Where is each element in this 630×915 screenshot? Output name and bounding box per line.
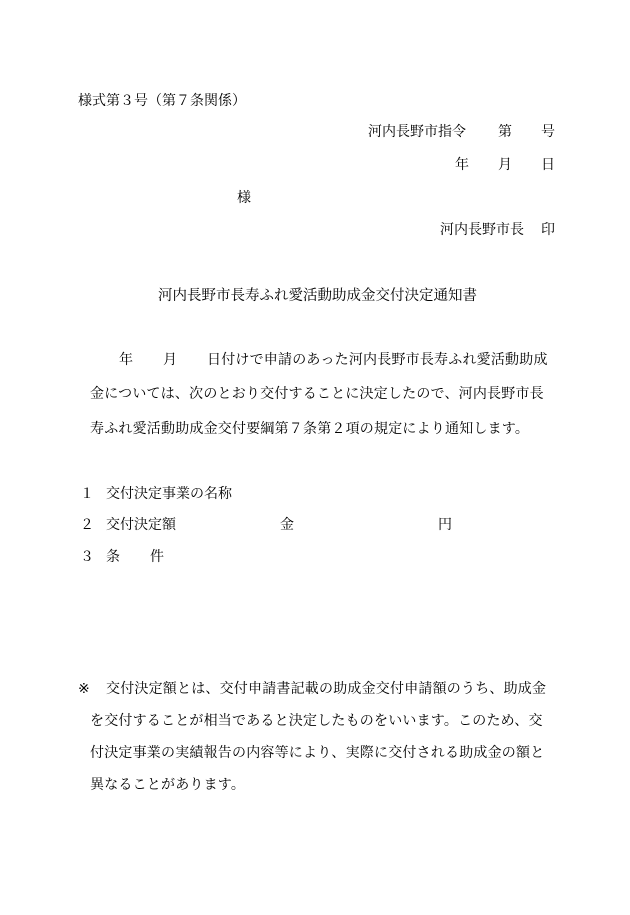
note-line-3: 付決定事業の実績報告の内容等により、実際に交付される助成金の額と [90,745,545,761]
item-2-number: ２ [80,517,94,533]
document-title: 河内長野市長寿ふれ愛活動助成金交付決定通知書 [158,288,477,304]
body-line-1: 日付けで申請のあった河内長野市長寿ふれ愛活動助成 [207,352,548,368]
designation-prefix: 河内長野市指令 [368,124,466,140]
designation-dai: 第 [498,124,512,140]
item-1-label: 交付決定事業の名称 [106,486,232,502]
item-3-label-part2: 件 [150,549,164,565]
item-2-amount-unit: 円 [438,517,452,533]
body-line-3: 寿ふれ愛活動助成金交付要綱第７条第２項の規定により通知します。 [90,421,530,437]
item-3-number: ３ [80,549,94,565]
header-date-year: 年 [455,157,469,173]
item-1-number: １ [80,486,94,502]
note-mark: ※ [78,681,90,697]
designation-go: 号 [541,124,555,140]
item-3-label-part1: 条 [106,549,120,565]
note-line-4: 異なることがあります。 [90,777,246,793]
body-date-month: 月 [163,352,177,368]
note-line-2: を交付することが相当であると決定したものをいいます。このため、交 [90,713,543,729]
issuer-name: 河内長野市長 [440,222,524,238]
header-date-month: 月 [498,157,512,173]
addressee-sama: 様 [237,190,251,206]
body-line-2: 金については、次のとおり交付することに決定したので、河内長野市長 [90,386,544,402]
item-2-amount-prefix: 金 [280,517,294,533]
note-line-1: 交付決定額とは、交付申請書記載の助成金交付申請額のうち、助成金 [106,681,547,697]
body-date-year: 年 [119,352,133,368]
header-date-day: 日 [541,157,555,173]
form-label: 様式第３号（第７条関係） [78,93,246,109]
issuer-seal: 印 [541,222,555,238]
item-2-label: 交付決定額 [106,517,176,533]
